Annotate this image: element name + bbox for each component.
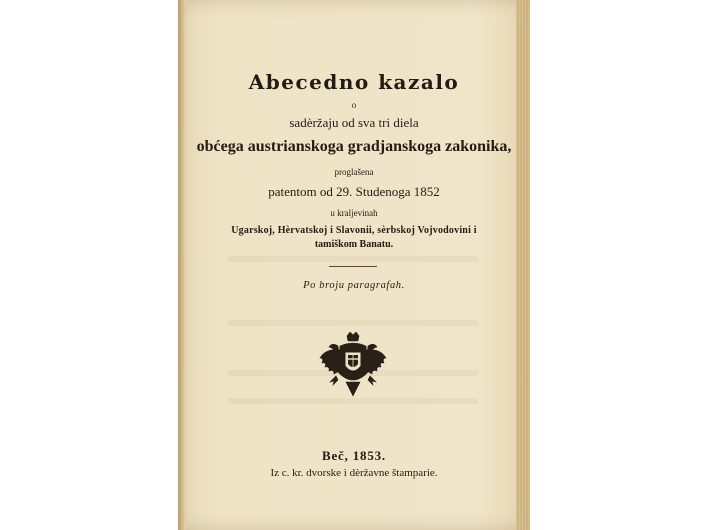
proglasena-text: proglašena bbox=[334, 167, 374, 177]
bleed-through bbox=[228, 398, 478, 404]
double-headed-eagle-icon bbox=[318, 332, 388, 398]
subtitle-line-1: sadèržaju od sva tri diela bbox=[289, 115, 419, 130]
u-kraljevinah-text: u kraljevinah bbox=[330, 208, 378, 218]
by-paragraph-note: Po broju paragrafah. bbox=[303, 280, 405, 291]
patent-date: patentom od 29. Studenoga 1852 bbox=[268, 184, 440, 199]
bleed-through bbox=[228, 320, 478, 326]
divider-rule bbox=[329, 266, 377, 267]
regions-line-2: tamiškom Banatu. bbox=[314, 239, 394, 250]
bleed-through bbox=[228, 256, 478, 262]
printer-imprint: Iz c. kr. dvorske i dèržavne štamparie. bbox=[270, 467, 438, 479]
title-connector: o bbox=[351, 100, 357, 110]
regions-line-1: Ugarskoj, Hèrvatskoj i Slavonii, sèrbskoj Vojvodovini i bbox=[231, 225, 477, 236]
place-and-year: Beč, 1853. bbox=[322, 448, 386, 463]
book-title: Abecedno kazalo bbox=[248, 70, 460, 94]
subtitle-line-2: obćega austrianskoga gradjanskoga zakonika, bbox=[196, 138, 512, 155]
title-page bbox=[178, 0, 530, 530]
